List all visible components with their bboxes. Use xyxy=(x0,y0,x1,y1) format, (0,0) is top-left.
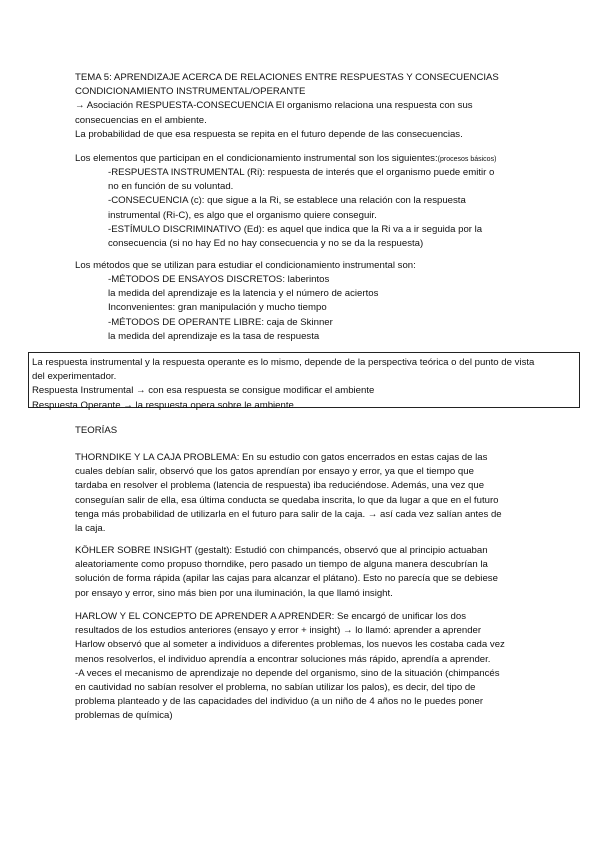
document-header xyxy=(75,71,499,142)
paragraph-line: problema planteado y de las capacidades del individuo (a un niño de 4 años no le puedes poner xyxy=(75,696,484,708)
elements-section xyxy=(75,152,496,167)
thorndike-paragraph xyxy=(75,451,502,536)
list-item: la medida del aprendizaje es la tasa de respuesta xyxy=(108,330,320,342)
topic-title: TEMA 5: APRENDIZAJE ACERCA DE RELACIONES ENTRE RESPUESTAS Y CONSECUENCIAS xyxy=(75,72,499,83)
paragraph-line: tenga más probabilidad de utilizarla en el futuro para salir de la caja. → así cada vez salían antes de xyxy=(75,508,502,520)
list-item: -RESPUESTA INSTRUMENTAL (Ri): respuesta de interés que el organismo puede emitir o xyxy=(108,167,495,178)
paragraph-line: THORNDIKE Y LA CAJA PROBLEMA: En su estudio con gatos encerrados en estas cajas de las xyxy=(75,452,488,463)
harlow-paragraph xyxy=(75,610,505,724)
list-item: -MÉTODOS DE OPERANTE LIBRE: caja de Skinner xyxy=(108,316,333,328)
list-item: no en función de su voluntad. xyxy=(108,181,234,193)
elements-list xyxy=(108,166,494,251)
paragraph-line: problemas de química) xyxy=(75,710,173,722)
methods-list xyxy=(108,273,378,344)
list-item: Inconvenientes: gran manipulación y mucho tiempo xyxy=(108,302,327,314)
paragraph-line: solución de forma rápida (apilar las cajas para alcanzar el plátano). Esto no parecía que se debiese xyxy=(75,573,498,585)
note-box xyxy=(28,352,580,411)
section-heading: TEORÍAS xyxy=(75,425,118,436)
paragraph-line: aleatoriamente como propuso thorndike, pero pasado un tiempo de alguna manera descubrían la xyxy=(75,559,488,571)
list-item: -MÉTODOS DE ENSAYOS DISCRETOS: laberintos xyxy=(108,274,330,285)
note-line: del experimentador. xyxy=(32,371,117,383)
paragraph-line: tardaba en resolver el problema (latencia de respuesta) iba reduciéndose. Además, una vez que xyxy=(75,480,485,492)
note-line: Respuesta Operante → la respuesta opera sobre le ambiente xyxy=(32,399,294,411)
paragraph-line: Harlow observó que al someter a individuos a diferentes problemas, los nuevos les costaba cada vez xyxy=(75,639,505,651)
topic-subtitle: CONDICIONAMIENTO INSTRUMENTAL/OPERANTE xyxy=(75,86,306,98)
theories-heading xyxy=(75,424,117,438)
list-item: -ESTÍMULO DISCRIMINATIVO (Ed): es aquel que indica que la Ri va a ir seguida por la xyxy=(108,223,483,235)
methods-section xyxy=(75,259,416,273)
note-line: La respuesta instrumental y la respuesta operante es lo mismo, depende de la perspectiva teórica o del punto de vista xyxy=(32,357,535,368)
paragraph-line: conseguían salir de ella, esa última conducta se quedaba inscrita, lo que da lugar a que en el futuro xyxy=(75,494,499,506)
list-item: instrumental (Ri-C), es algo que el organismo quiere conseguir. xyxy=(108,209,377,221)
association-line-cont: consecuencias en el ambiente. xyxy=(75,114,207,126)
elements-intro-note: (procesos básicos) xyxy=(437,156,497,163)
kohler-paragraph xyxy=(75,544,498,601)
association-line: → Asociación RESPUESTA-CONSECUENCIA El organismo relaciona una respuesta con sus xyxy=(75,100,473,112)
elements-intro: Los elementos que participan en el condicionamiento instrumental son los siguientes:(procesos básicos) xyxy=(75,153,497,164)
probability-line: La probabilidad de que esa respuesta se repita en el futuro depende de las consecuencias. xyxy=(75,128,463,140)
methods-intro: Los métodos que se utilizan para estudiar el condicionamiento instrumental son: xyxy=(75,260,416,271)
paragraph-line: cuales debían salir, observó que los gatos aprendían por ensayo y error, ya que el tiempo que xyxy=(75,466,474,478)
list-item: consecuencia (si no hay Ed no hay consecuencia y no se da la respuesta) xyxy=(108,238,424,250)
paragraph-line: HARLOW Y EL CONCEPTO DE APRENDER A APRENDER: Se encargó de unificar los dos xyxy=(75,611,467,622)
paragraph-line: resultados de los estudios anteriores (ensayo y error + insight) → lo llamó: aprender a aprender xyxy=(75,625,482,637)
note-line: Respuesta Instrumental → con esa respuesta se consigue modificar el ambiente xyxy=(32,385,375,397)
paragraph-line: en cautividad no sabían resolver el problema, no sabían utilizar los palos), es decir, del tipo de xyxy=(75,682,476,694)
paragraph-line: KÖHLER SOBRE INSIGHT (gestalt): Estudió con chimpancés, observó que al principio actuaban xyxy=(75,545,488,556)
paragraph-line: menos resolverlos, el individuo aprendía a encontrar soluciones más rápido, aprendía a aprender. xyxy=(75,653,491,665)
list-item: -CONSECUENCIA (c): que sigue a la Ri, se establece una relación con la respuesta xyxy=(108,195,466,207)
list-item: la medida del aprendizaje es la latencia y el número de aciertos xyxy=(108,288,379,300)
paragraph-line: por ensayo y error, sino más bien por una iluminación, la que llamó insight. xyxy=(75,587,393,599)
paragraph-line: la caja. xyxy=(75,523,106,535)
paragraph-line: -A veces el mecanismo de aprendizaje no depende del organismo, sino de la situación (chimpancés xyxy=(75,667,500,679)
